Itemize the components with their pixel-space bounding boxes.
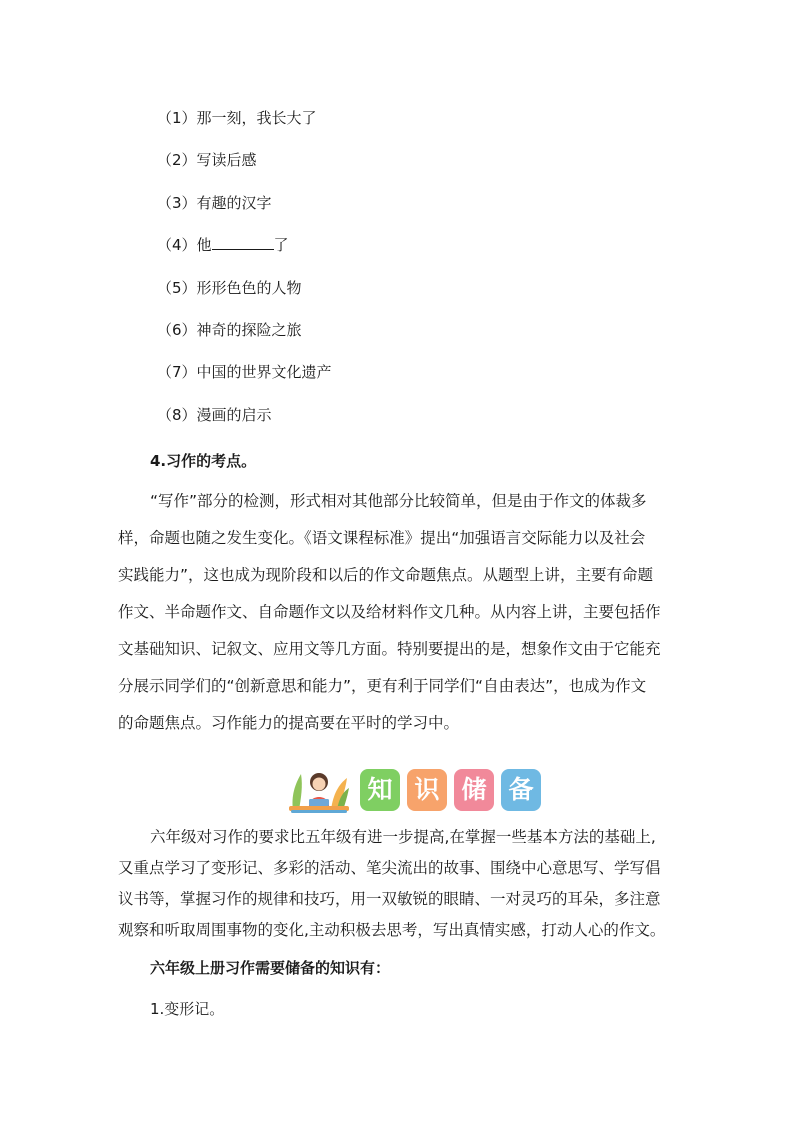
knowledge-item-1: 1.变形记。 [150, 1000, 225, 1018]
paragraph-line: 文基础知识、记叙文、应用文等几方面。特别要提出的是，想象作文由于它能充 [118, 640, 661, 658]
paragraph-line: 又重点学习了变形记、多彩的活动、笔尖流出的故事、围绕中心意思写、学写倡 [118, 859, 661, 877]
paragraph-line: “写作”部分的检测，形式相对其他部分比较简单，但是由于作文的体裁多 [150, 492, 647, 510]
paragraph-line: 样，命题也随之发生变化。《语文课程标准》提出“加强语言交际能力以及社会 [118, 529, 646, 547]
topic-item-4-suffix: 了 [273, 236, 289, 254]
topic-item-4 [157, 235, 289, 255]
banner-char-2: 识 [407, 769, 447, 811]
topic-item-8: （8）漫画的启示 [157, 406, 272, 424]
topic-item-4-prefix: （4）他 [157, 236, 212, 254]
topic-item-2: （2）写读后感 [157, 151, 257, 169]
paragraph-line: 六年级对习作的要求比五年级有进一步提高,在掌握一些基本方法的基础上, [150, 828, 656, 846]
banner-char-4: 备 [501, 769, 541, 811]
fill-blank-line [212, 235, 274, 250]
exam-points-paragraph [118, 483, 678, 742]
banner-char-3: 储 [454, 769, 494, 811]
section-heading-knowledge: 六年级上册习作需要储备的知识有： [150, 959, 391, 977]
section-heading-exam-points: 4.习作的考点。 [150, 452, 257, 470]
topic-item-1: （1）那一刻，我长大了 [157, 109, 317, 127]
topic-item-6: （6）神奇的探险之旅 [157, 321, 302, 339]
reading-child-illustration-icon [287, 766, 351, 814]
topic-item-5: （5）形形色色的人物 [157, 279, 302, 297]
paragraph-line: 分展示同学们的“创新意思和能力”，更有利于同学们“自由表达”，也成为作文 [118, 677, 647, 695]
paragraph-line: 作文、半命题作文、自命题作文以及给材料作文几种。从内容上讲，主要包括作 [118, 603, 661, 621]
paragraph-line: 实践能力”，这也成为现阶段和以后的作文命题焦点。从题型上讲，主要有命题 [118, 566, 654, 584]
topic-item-3: （3）有趣的汉字 [157, 194, 272, 212]
banner-char-1: 知 [360, 769, 400, 811]
knowledge-paragraph [118, 822, 678, 946]
topic-item-7: （7）中国的世界文化遗产 [157, 363, 332, 381]
knowledge-reserve-banner [287, 766, 547, 814]
paragraph-line: 观察和听取周围事物的变化,主动积极去思考，写出真情实感，打动人心的作文。 [118, 921, 666, 939]
paragraph-line: 的命题焦点。习作能力的提高要在平时的学习中。 [118, 714, 460, 732]
paragraph-line: 议书等，掌握习作的规律和技巧，用一双敏锐的眼睛、一对灵巧的耳朵，多注意 [118, 890, 661, 908]
